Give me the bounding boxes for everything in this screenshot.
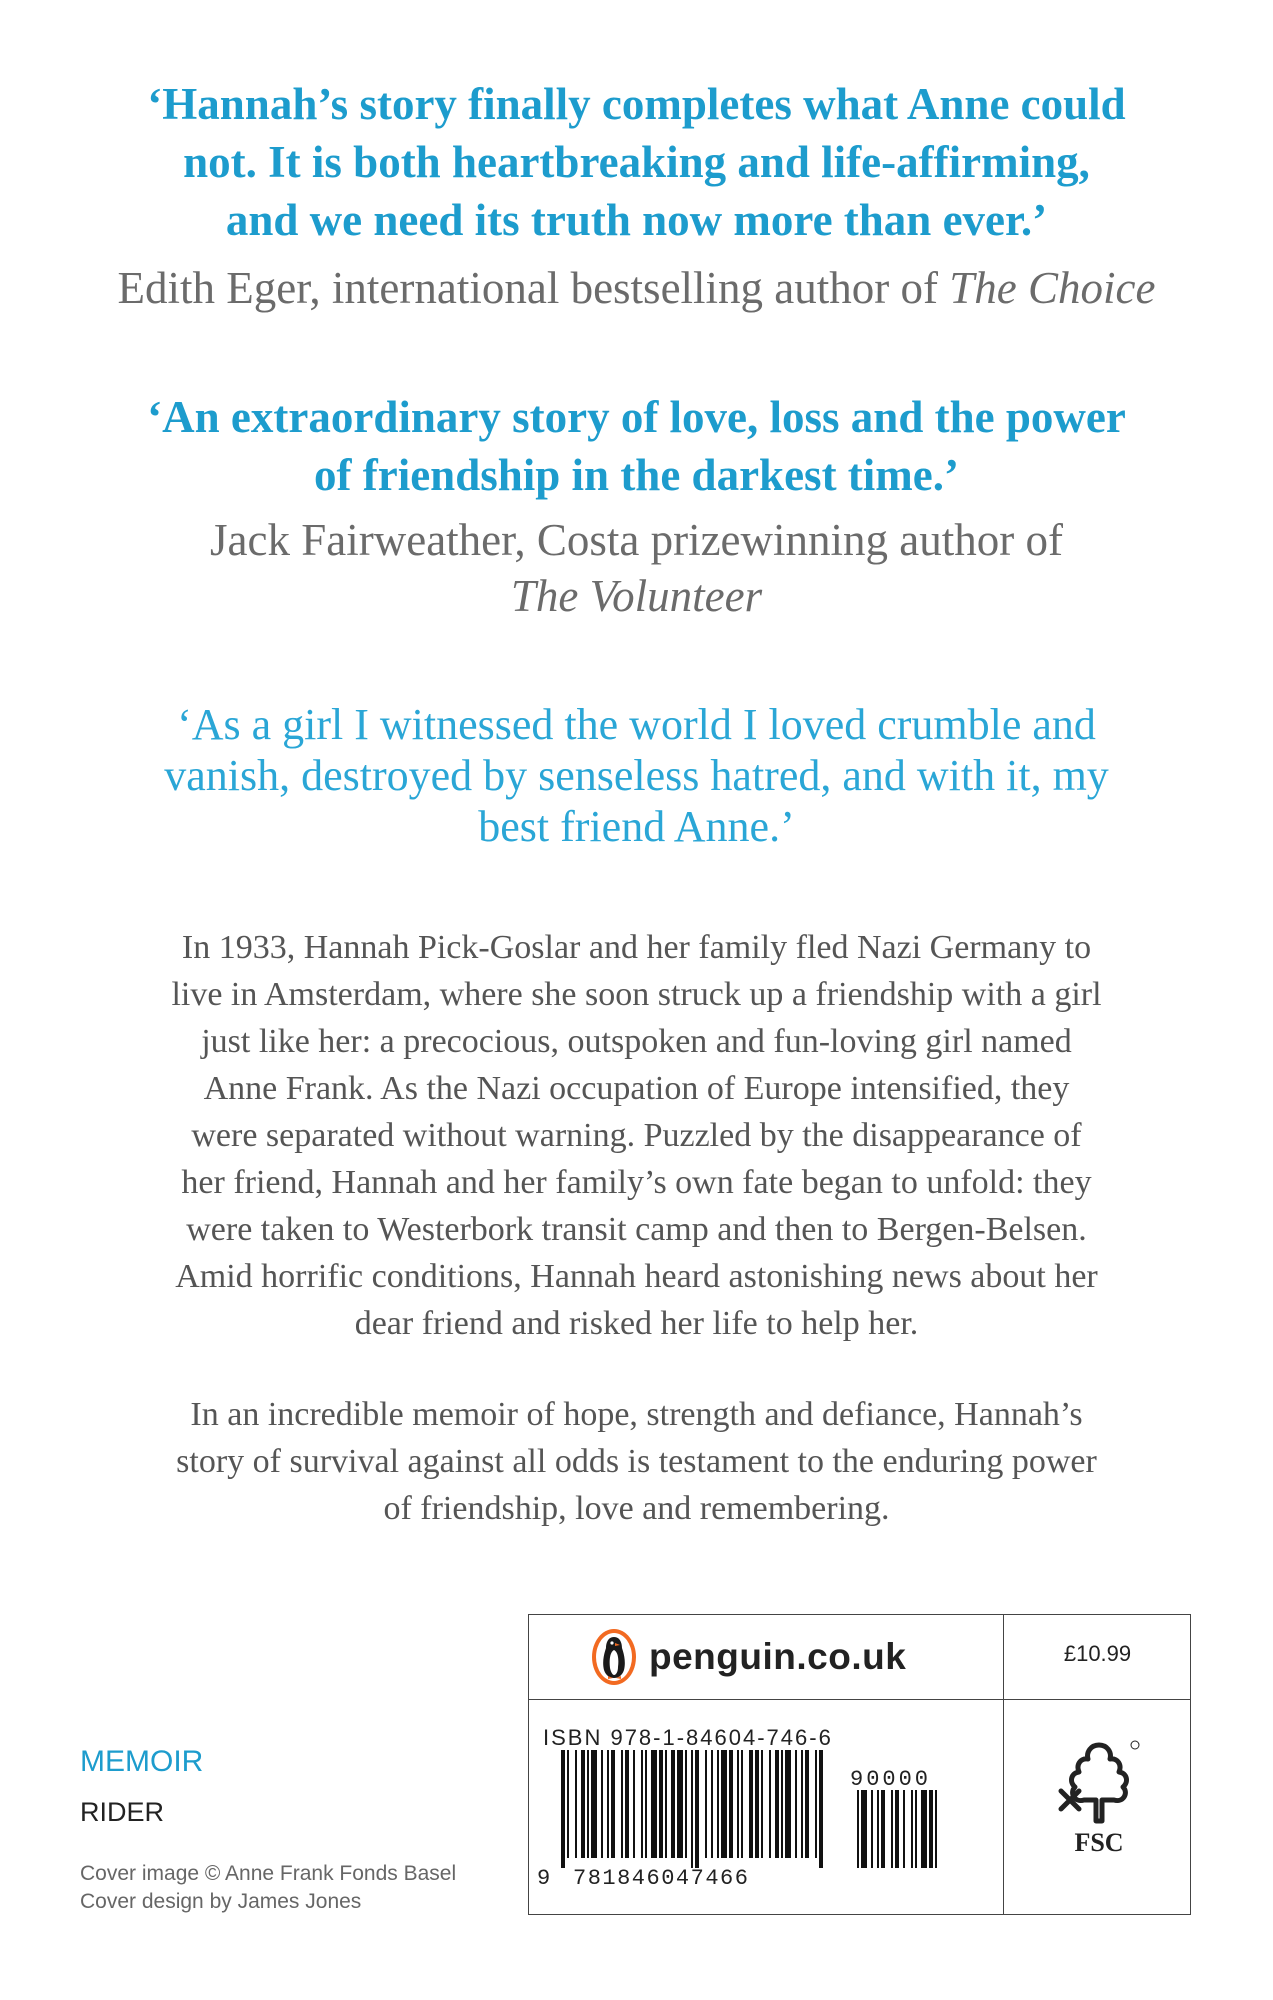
barcode-bar: [805, 1750, 809, 1858]
addon-bar: [895, 1790, 899, 1868]
addon-bar: [857, 1790, 859, 1868]
quote-3-line: best friend Anne.’: [478, 802, 795, 851]
quote-3-line: vanish, destroyed by senseless hatred, and with it, my: [164, 751, 1109, 800]
barcode-panel: [528, 1614, 1191, 1915]
barcode-bar: [607, 1750, 609, 1858]
barcode-bar: [819, 1750, 823, 1868]
quote-2-attribution: [0, 512, 1273, 624]
barcode-bar: [587, 1750, 589, 1858]
blurb-line: live in Amsterdam, where she soon struck up a friendship with a girl: [171, 976, 1102, 1013]
imprint-label: RIDER: [80, 1797, 165, 1827]
addon-bar: [871, 1790, 873, 1868]
addon-bar: [929, 1790, 933, 1868]
barcode-bar: [685, 1750, 687, 1858]
addon-bar: [921, 1790, 927, 1868]
barcode-bar: [721, 1750, 727, 1858]
barcode-bar: [581, 1750, 585, 1858]
fsc-mark: [1049, 1735, 1149, 1858]
publisher-row: [591, 1627, 906, 1687]
barcode-number: 781846047466: [573, 1866, 750, 1891]
barcode-bar: [641, 1750, 643, 1858]
attribution-text: Jack Fairweather, Costa prizewinning author of: [210, 515, 1063, 565]
addon-bar: [861, 1790, 867, 1868]
barcode-bar: [755, 1750, 759, 1858]
barcode-bar: [611, 1750, 615, 1858]
quote-1: [0, 75, 1273, 249]
quote-2-line: ‘An extraordinary story of love, loss and the power: [147, 392, 1126, 442]
addon-bar: [881, 1790, 885, 1868]
blurb-line: Amid horrific conditions, Hannah heard astonishing news about her: [175, 1258, 1098, 1295]
cover-design-credit: Cover design by James Jones: [80, 1890, 362, 1913]
addon-bar: [911, 1790, 913, 1868]
divider: [529, 1699, 1190, 1700]
quote-2-line: of friendship in the darkest time.’: [314, 450, 959, 500]
barcode-bar: [645, 1750, 647, 1858]
fsc-tree-icon: [1049, 1735, 1149, 1827]
blurb-line: story of survival against all odds is testament to the enduring power: [176, 1443, 1097, 1480]
addon-bar: [915, 1790, 917, 1868]
barcode-bar: [749, 1750, 753, 1858]
barcode-first-digit: 9: [537, 1866, 551, 1891]
addon-bar: [935, 1790, 937, 1868]
barcode-bar: [737, 1750, 739, 1858]
attribution-text: Edith Eger, international bestselling author of: [117, 263, 950, 313]
barcode-bar: [711, 1750, 713, 1858]
barcode-bar: [775, 1750, 779, 1858]
barcode-bar: [591, 1750, 597, 1858]
barcode-bar: [795, 1750, 797, 1858]
barcode-bar: [801, 1750, 803, 1858]
addon-digits: 90000: [850, 1767, 932, 1792]
blurb-line: Anne Frank. As the Nazi occupation of Europe intensified, they: [203, 1070, 1070, 1107]
barcode-bar: [769, 1750, 771, 1858]
penguin-logo-icon: [591, 1628, 637, 1686]
barcode-bar: [695, 1750, 699, 1868]
cover-image-credit: Cover image © Anne Frank Fonds Basel: [80, 1862, 457, 1885]
blurb-paragraph-1: [0, 924, 1273, 1347]
barcode-bar: [651, 1750, 657, 1858]
quote-1-line: and we need its truth now more than ever.’: [225, 195, 1048, 245]
blurb-line: her friend, Hannah and her family’s own fate began to unfold: they: [181, 1164, 1092, 1201]
barcode-bar: [671, 1750, 675, 1858]
blurb-line: In an incredible memoir of hope, strength and defiance, Hannah’s: [190, 1396, 1083, 1433]
barcode-bar: [729, 1750, 733, 1858]
blurb-line: just like her: a precocious, outspoken and fun-loving girl named: [201, 1023, 1072, 1060]
blurb-line: of friendship, love and remembering.: [383, 1490, 890, 1527]
book-title: The Volunteer: [510, 571, 763, 621]
barcode-bar: [677, 1750, 683, 1858]
quote-1-line: not. It is both heartbreaking and life-affirming,: [183, 137, 1090, 187]
barcode-bar: [665, 1750, 667, 1858]
barcode-bar: [815, 1750, 817, 1858]
barcode-bar: [705, 1750, 707, 1858]
quote-2: [0, 388, 1273, 504]
blurb-line: were taken to Westerbork transit camp and then to Bergen-Belsen.: [186, 1211, 1087, 1248]
isbn-label: ISBN 978-1-84604-746-6: [543, 1725, 833, 1750]
quote-3: [0, 699, 1273, 852]
website-label: penguin.co.uk: [649, 1636, 907, 1677]
barcode-bar: [633, 1750, 635, 1858]
blurb-line: dear friend and risked her life to help her.: [354, 1305, 919, 1342]
blurb-line: In 1933, Hannah Pick-Goslar and her family fled Nazi Germany to: [181, 929, 1092, 966]
blurb-line: were separated without warning. Puzzled by the disappearance of: [191, 1117, 1082, 1154]
barcode-bar: [785, 1750, 791, 1858]
barcode-bar: [781, 1750, 783, 1858]
barcode-bar: [625, 1750, 629, 1858]
quote-1-attribution: [0, 260, 1273, 316]
addon-bar: [877, 1790, 879, 1868]
barcode-bar: [601, 1750, 603, 1858]
quote-1-line: ‘Hannah’s story finally completes what Anne could: [147, 79, 1126, 129]
blurb-paragraph-2: [0, 1391, 1273, 1532]
barcode-bar: [659, 1750, 663, 1858]
barcode-bar: [575, 1750, 577, 1858]
barcode-bar: [621, 1750, 623, 1858]
barcode-bar: [741, 1750, 743, 1858]
book-title: The Choice: [949, 263, 1156, 313]
barcode-bar: [717, 1750, 719, 1858]
barcode-bar: [761, 1750, 763, 1858]
addon-bar: [891, 1790, 893, 1868]
barcode-bar: [691, 1750, 693, 1868]
barcode-bar: [561, 1750, 565, 1868]
price-label: £10.99: [1063, 1641, 1132, 1666]
category-label: MEMOIR: [80, 1745, 204, 1778]
barcode-bar: [567, 1750, 569, 1858]
addon-bar: [903, 1790, 905, 1868]
fsc-label: FSC: [1074, 1828, 1124, 1857]
quote-3-line: ‘As a girl I witnessed the world I loved crumble and: [177, 700, 1096, 749]
